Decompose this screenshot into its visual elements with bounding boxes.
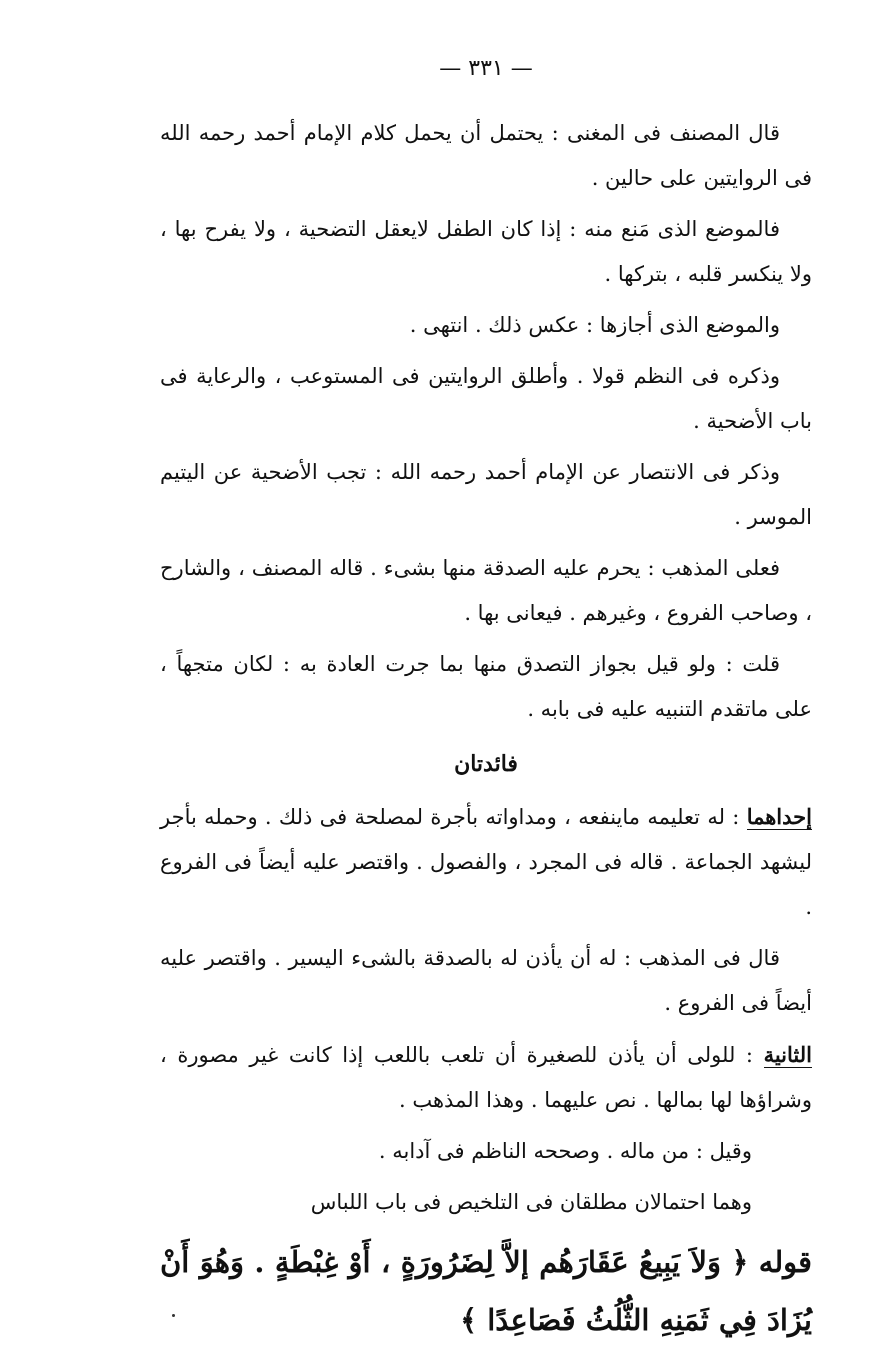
benefit-two-lead: الثانية xyxy=(763,1042,812,1067)
page-number: — ٣٣١ — xyxy=(439,56,533,81)
paragraph-7: قلت : ولو قيل بجواز التصدق منها بما جرت العادة به : لكان متجهاً ، على ماتقدم التنبيه عليه فى بابه . xyxy=(160,652,812,721)
page-mark xyxy=(172,1314,175,1317)
quote-lead: قوله xyxy=(758,1245,812,1279)
benefit-two-line-two: وقيل : من ماله . وصححه الناظم فى آدابه . xyxy=(378,1139,752,1163)
benefit-one-text: : له تعليمه ماينفعه ، ومداواته بأجرة لمصلحة فى ذلك . وحمله بأجر ليشهد الجماعة . قاله فى المجرد ، والفصول . واقتصر عليه أيضاً فى الفروع . xyxy=(160,805,812,919)
benefit-two xyxy=(160,1032,812,1123)
paragraph-3: والموضع الذى أجازها : عكس ذلك . انتهى . xyxy=(409,313,780,337)
section-heading: فائدتان xyxy=(454,751,518,777)
paragraph-4: وذكره فى النظم قولا . وأطلق الروايتين فى المستوعب ، والرعاية فى باب الأضحية . xyxy=(160,364,812,433)
benefit-two-line-three: وهما احتمالان مطلقان فى التلخيص فى باب اللباس xyxy=(310,1190,752,1214)
paragraph-2: فالموضع الذى مَنع منه : إذا كان الطفل لايعقل التضحية ، ولا يفرح بها ، ولا ينكسر قلبه ، بتركها . xyxy=(160,217,812,286)
benefit-one-lead: إحداهما xyxy=(746,804,812,829)
benefit-two-text: : للولى أن يأذن للصغيرة أن تلعب باللعب إذا كانت غير مصورة ، وشراؤها لها بمالها . نص عليهما . وهذا المذهب . xyxy=(160,1043,812,1112)
benefit-one-followup: قال فى المذهب : له أن يأذن له بالصدقة بالشىء اليسير . واقتصر عليه أيضاً فى الفروع . xyxy=(160,946,812,1015)
quoted-text xyxy=(160,1233,812,1349)
paragraph-1: قال المصنف فى المغنى : يحتمل أن يحمل كلام الإمام أحمد رحمه الله فى الروايتين على حالين . xyxy=(160,121,812,190)
paragraph-6: فعلى المذهب : يحرم عليه الصدقة منها بشىء . قاله المصنف ، والشارح ، وصاحب الفروع ، وغيرهم . فيعانى بها . xyxy=(160,556,812,625)
paragraph-5: وذكر فى الانتصار عن الإمام أحمد رحمه الله : تجب الأضحية عن اليتيم الموسر . xyxy=(160,460,812,529)
benefit-one xyxy=(160,794,812,930)
quote-body: ﴿ وَلاَ يَبِيعُ عَقَارَهُم إلاَّ لِضَرُورَةٍ ، أَوْ غِبْطَةٍ . وَهُوَ أَنْ يُزَادَ فِي ثَمَنِهِ الثُّلُثُ فَصَاعِدًا ﴾ xyxy=(160,1245,812,1337)
